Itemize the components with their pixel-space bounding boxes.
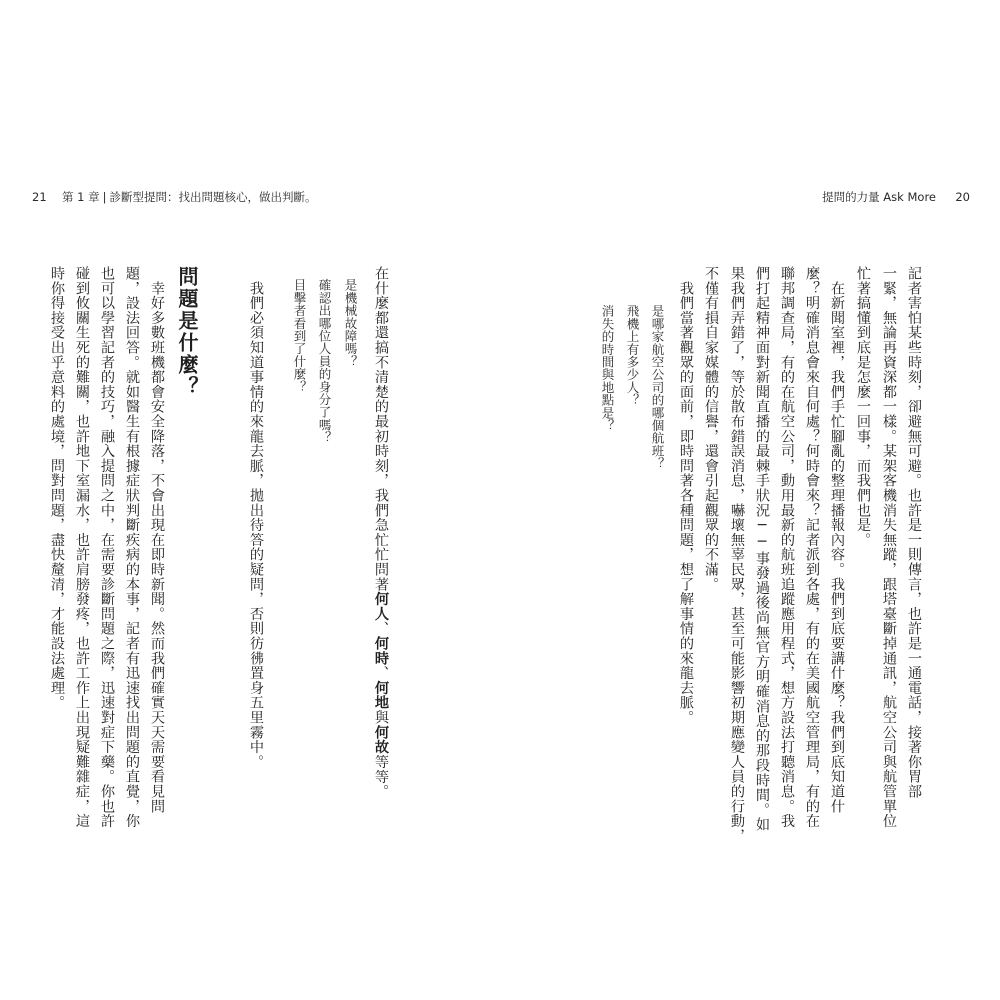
text-column: 聯邦調查局，有的在航空公司，動用最新的航班追蹤應用程式，想方設法打聽消息。我	[779, 266, 795, 829]
chapter-label: 第 1 章	[62, 190, 100, 204]
text-column: 我們當著觀眾的面前，即時問著各種問題，想了解事情的來龍去脈。	[678, 266, 694, 725]
text-column: 碰到攸關生死的難關，也許地下室漏水，也許肩膀發疼，也許工作上出現疑難雜症，這	[74, 266, 90, 829]
text-column: 果我們弄錯了，等於散布錯誤消息，嚇壞無辜民眾，甚至可能影響初期應變人員的行動，	[729, 266, 745, 844]
left-page-header	[32, 189, 317, 205]
header-separator: |	[102, 190, 107, 204]
text-column: 不僅有損自家媒體的信譽，還會引起觀眾的不滿。	[703, 266, 719, 592]
question-line: 消失的時間與地點是？	[600, 292, 615, 432]
text-column: 時你得接受出乎意料的處境，問對問題，盡快釐清，才能設法處理。	[49, 266, 65, 710]
question-line: 是哪家航空公司的哪個航班？	[650, 292, 665, 470]
question-line: 飛機上有多少人？	[625, 292, 640, 407]
question-line: 目擊者看到了什麼？	[292, 266, 307, 393]
question-line: 確認出哪位人員的身分了嗎？	[317, 266, 332, 444]
section-heading: 問題是什麼？	[175, 266, 199, 398]
section-title: 診斷型提問：找出問題核心，做出判斷。	[109, 190, 317, 204]
text-column: 題，設法回答。就如醫生有根據症狀判斷疾病的本事，記者有迅速找出問題的直覺，你	[124, 266, 140, 829]
right-page-number: 20	[955, 190, 970, 204]
text-column: 也可以學習記者的技巧，融入提問之中，在需要診斷問題之際，迅速對症下藥。你也許	[99, 266, 115, 829]
text-column: 記者害怕某些時刻，卻避無可避。也許是一則傳言，也許是一通電話，接著你胃部	[906, 266, 922, 799]
text-column: 一緊，無論再資深都一樣。某架客機消失無蹤，跟塔臺斷掉通訊，航空公司與航管單位	[881, 266, 897, 829]
text-column: 在新聞室裡，我們手忙腳亂的整理播報內容。我們到底要講什麼？我們到底知道什	[829, 266, 845, 814]
left-page-number: 21	[32, 190, 47, 204]
text-column: 忙著搞懂到底是怎麼一回事，而我們也是。	[855, 266, 871, 548]
book-title: 提問的力量 Ask More	[822, 190, 936, 204]
question-line: 是機械故障嗎？	[343, 266, 358, 368]
text-column: 麼？明確消息會來自何處？何時會來？記者派到各處，有的在美國航空管理局，有的在	[804, 266, 820, 829]
text-column: 們打起精神面對新聞直播的最棘手狀況──事發過後尚無官方明確消息的那段時間。如	[754, 266, 770, 832]
bold-term: 何人	[373, 591, 389, 622]
bold-term: 何故	[373, 724, 389, 755]
bold-term: 何時	[373, 636, 389, 666]
bold-term: 何地	[373, 680, 389, 711]
text-column: 我們必須知道事情的來龍去脈，拋出待答的疑問，否則彷彿置身五里霧中。	[248, 266, 264, 770]
right-page-header	[822, 189, 970, 205]
text-column-with-bold-terms: 在什麼都還搞不清楚的最初時刻，我們急忙忙問著何人、何時、何地與何故等等。	[373, 266, 389, 799]
text-column: 幸好多數班機都會安全降落，不會出現在即時新聞。然而我們確實天天需要看見問	[149, 266, 165, 814]
